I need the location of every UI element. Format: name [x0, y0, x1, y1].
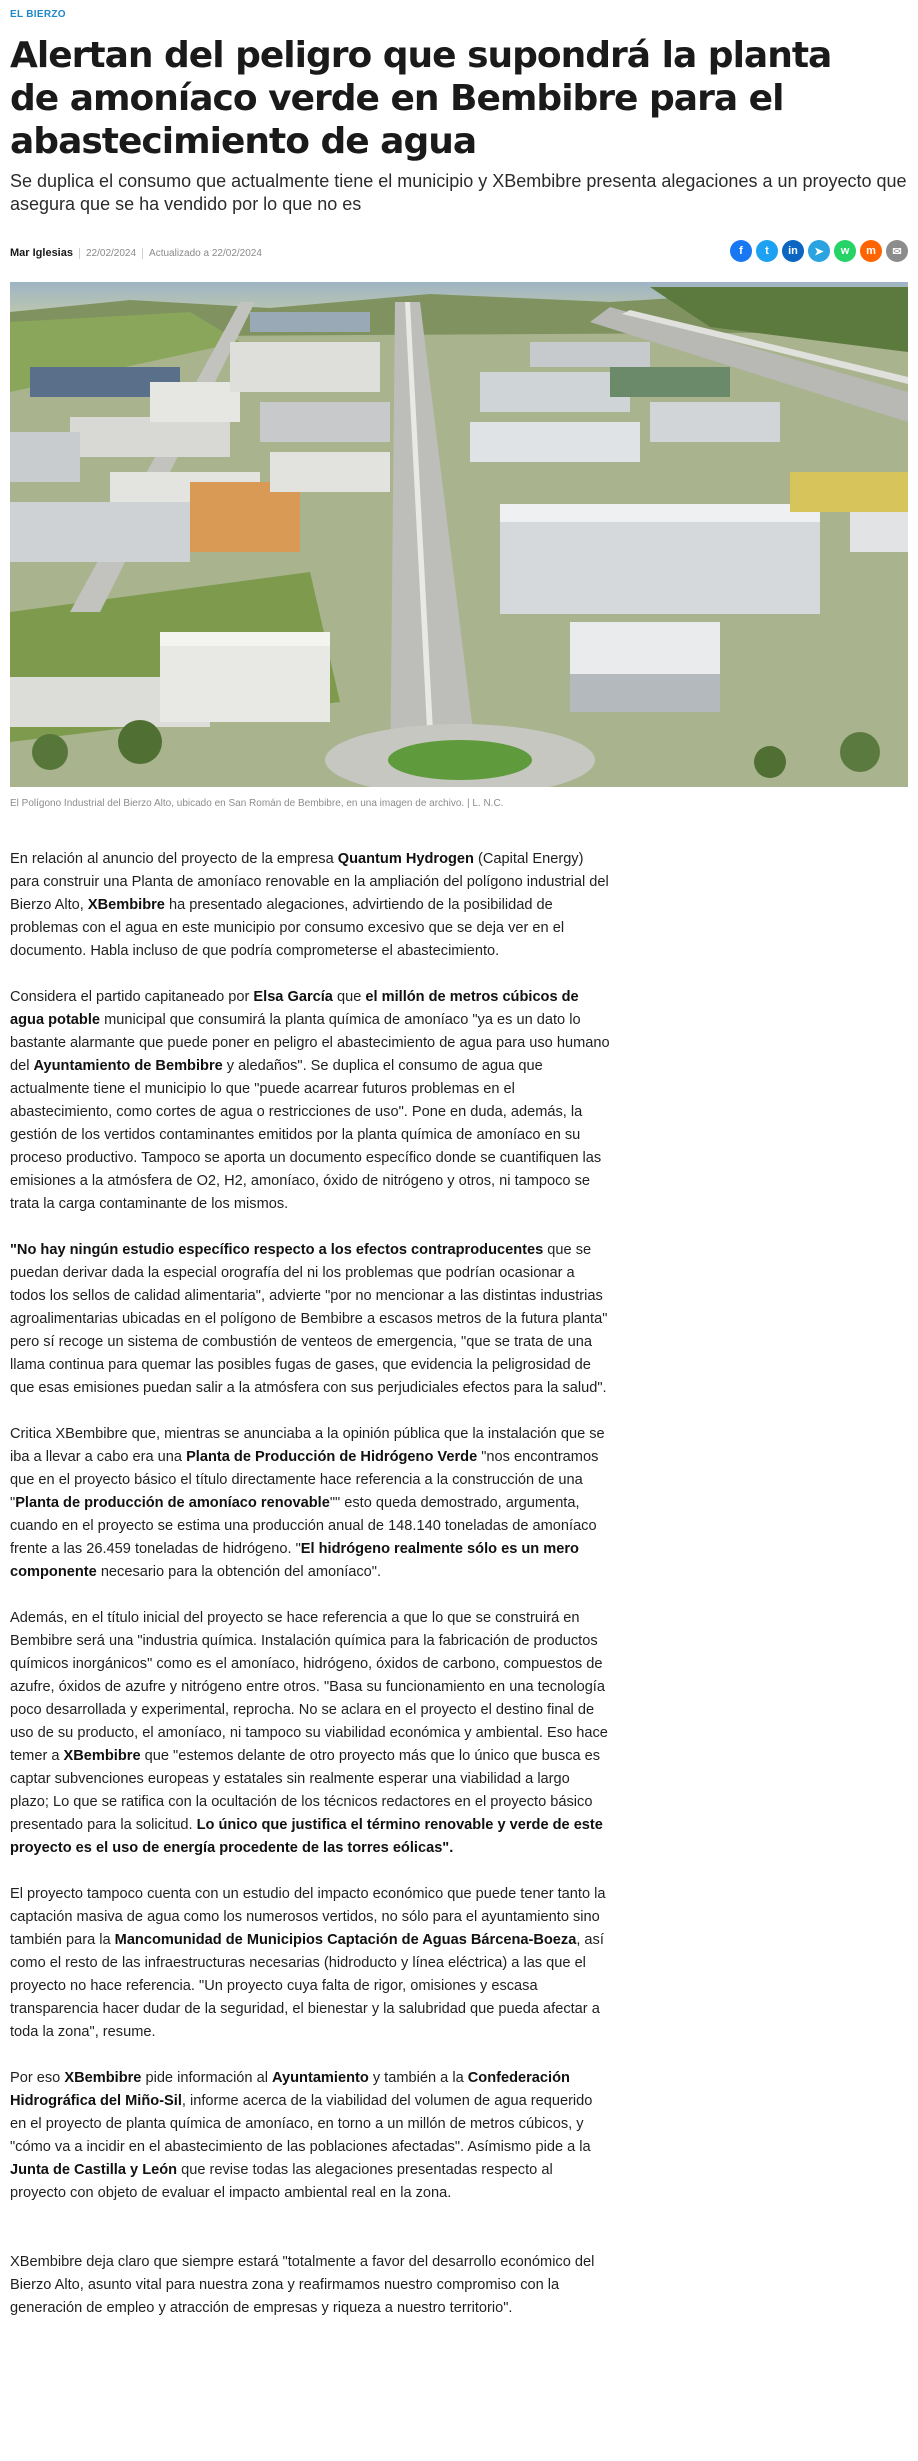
email-share-icon[interactable]: ✉: [886, 240, 908, 262]
text-run: que se puedan derivar dada la especial orografía del ni los problemas que podrían ocasionar a todos los sellos de calidad alimentaria", advierte "por no mencionar a las distintas industrias agroalimentarias ubicadas en el polígono de Bembibre a escasos metros de la futura planta" pero sí recoge un sistema de combustión de venteos de emergencia, "que se trata de una llama continua para quemar las posibles fugas de gases, que evidencia la peligrosidad de que esas emisiones puedan salir a la atmósfera con sus perjudiciales efectos para la salud".: [10, 1242, 608, 1396]
paragraph: [10, 2067, 610, 2205]
headline: Alertan del peligro que supondrá la planta de amoníaco verde en Bembibre para el abastecimiento de agua: [10, 35, 832, 162]
paragraph: [10, 848, 610, 963]
subtitle: Se duplica el consumo que actualmente tiene el municipio y XBembibre presenta alegaciones a un proyecto que asegura que se ha vendido por lo que no es: [10, 171, 907, 214]
text-run: que: [332, 989, 366, 1005]
bold-text: el millón de metros cúbicos de agua potable: [10, 989, 579, 1028]
text-run: y aledaños". Se duplica el consumo de agua que actualmente tiene el municipio lo que "puede acarrear futuros problemas en el abastecimiento, como cortes de agua o restricciones de uso". Pone en duda, además, la gestión de los vertidos contaminantes emitidos por la planta química de amoníaco en su proceso productivo. Tampoco se aporta un documento específico donde se cuantifiquen las emisiones a la atmósfera de O2, H2, amoníaco, óxido de nitrógeno y otros, ni tampoco se trata la carga contaminante de los mismos.: [10, 1058, 602, 1212]
updated-date: Actualizado a 22/02/2024: [149, 247, 262, 259]
paragraph: [10, 1239, 610, 1400]
divider: [142, 248, 143, 259]
bold-text: XBembibre: [63, 1748, 141, 1764]
bold-text: Ayuntamiento: [272, 2070, 369, 2086]
bold-text: Confederación Hidrográfica del Miño-Sil: [10, 2070, 570, 2109]
bold-text: Elsa García: [253, 989, 333, 1005]
text-run: En relación al anuncio del proyecto de la empresa: [10, 851, 338, 867]
bold-text: Planta de Producción de Hidrógeno Verde: [186, 1449, 478, 1465]
author-name[interactable]: Mar Iglesias: [10, 247, 73, 259]
text-run: XBembibre deja claro que siempre estará "totalmente a favor del desarrollo económico del Bierzo Alto, asunto vital para nuestra zona y reafirmamos nuestro compromiso con la generación de empleo y atracción de empresas y riqueza a nuestro territorio".: [10, 2254, 595, 2316]
text-run: , informe acerca de la viabilidad del volumen de agua requerido en el proyecto de planta química de amoníaco, en torno a un millón de metros cúbicos, y "cómo va a incidir en el abastecimiento de las poblaciones afectadas". Asímismo pide a la: [10, 2093, 593, 2155]
text-run: "nos encontramos que en el proyecto básico el título directamente hace referencia a la construcción de una ": [10, 1449, 599, 1511]
text-run: municipal que consumirá la planta química de amoníaco "ya es un dato lo bastante alarmante que puede poner en peligro el abastecimiento de agua para uso humano del: [10, 1012, 610, 1074]
bold-text: Quantum Hydrogen: [337, 851, 474, 867]
section-tag[interactable]: EL BIERZO: [10, 9, 66, 20]
text-run: (Capital Energy) para construir una Planta de amoníaco renovable en la ampliación del polígono industrial del Bierzo Alto,: [10, 851, 609, 913]
photo-caption: El Polígono Industrial del Bierzo Alto, ubicado en San Román de Bembibre, en una imagen de archivo. | L. N.C.: [10, 798, 504, 809]
whatsapp-share-icon[interactable]: w: [834, 240, 856, 262]
text-run: Además, en el título inicial del proyecto se hace referencia a que lo que se construirá en Bembibre será una "industria química. Instalación química para la fabricación de productos químicos inorgánicos" como es el amoníaco, hidrógeno, óxidos de carbono, compuestos de azufre, óxidos de azufre y nitrógeno entre otros. "Basa su funcionamiento en una tecnología poco desarrollada y experimental, reprocha. No se aclara en el proyecto el destino final de uso de su producto, el amoníaco, ni tampoco su viabilidad económica y ambiental. Eso hace temer a: [10, 1610, 608, 1764]
bold-text: Mancomunidad de Municipios Captación de Aguas Bárcena-Boeza: [114, 1932, 577, 1948]
bold-text: "No hay ningún estudio específico respecto a los efectos contraproducentes: [10, 1242, 544, 1258]
text-run: , así como el resto de las infraestructuras necesarias (hidroducto y línea eléctrica) a las que el proyecto no hace referencia. "Un proyecto cuya falta de rigor, omisiones y escasa transparencia hacer dudar de la seguridad, el bienestar y la salubridad que pueda afectar a toda la zona", resume.: [10, 1932, 604, 2040]
bold-text: XBembibre: [64, 2070, 142, 2086]
paragraph: [10, 1423, 610, 1584]
linkedin-share-icon[interactable]: in: [782, 240, 804, 262]
text-run: "" esto queda demostrado, argumenta, cuando en el proyecto se estima una producción anual de 148.140 toneladas de amoníaco frente a las 26.459 toneladas de hidrógeno. ": [10, 1495, 597, 1557]
publish-date: 22/02/2024: [85, 247, 137, 259]
text-run: Critica XBembibre que, mientras se anunciaba a la opinión pública que la instalación que se iba a llevar a cabo era una: [10, 1426, 605, 1465]
industrial-park-photo: [10, 282, 908, 787]
facebook-share-icon[interactable]: f: [730, 240, 752, 262]
paragraph: [10, 1607, 610, 1860]
bold-text: El hidrógeno realmente sólo es un mero componente: [10, 1541, 579, 1580]
bold-text: Junta de Castilla y León: [10, 2162, 178, 2178]
article-body: [10, 848, 610, 2343]
text-run: que revise todas las alegaciones presentadas respecto al proyecto con objeto de evaluar el impacto ambiental real en la zona.: [10, 2162, 553, 2201]
paragraph: [10, 1883, 610, 2044]
text-run: Por eso: [10, 2070, 65, 2086]
paragraph: [10, 2251, 610, 2320]
text-run: pide información al: [141, 2070, 273, 2086]
text-run: que "estemos delante de otro proyecto más que lo único que busca es captar subvenciones europeas y estatales sin realmente esperar una viabilidad a largo plazo; Lo que se ratifica con la ocultación de los técnicos redactores en el proyecto básico presentado para la solicitud.: [10, 1748, 601, 1833]
bold-text: Planta de producción de amoníaco renovable: [15, 1495, 330, 1511]
bold-text: XBembibre: [87, 897, 165, 913]
telegram-share-icon[interactable]: ➤: [808, 240, 830, 262]
meneame-share-icon[interactable]: m: [860, 240, 882, 262]
bold-text: Lo único que justifica el término renovable y verde de este proyecto es el uso de energía procedente de las torres eólicas".: [10, 1817, 603, 1856]
text-run: Considera el partido capitaneado por: [10, 989, 254, 1005]
divider: [79, 248, 80, 259]
text-run: y también a la: [368, 2070, 468, 2086]
text-run: ha presentado alegaciones, advirtiendo de la posibilidad de problemas con el agua en este municipio por consumo excesivo que se deja ver en el documento. Habla incluso de que podría comprometerse el abastecimiento.: [10, 897, 565, 959]
bold-text: Ayuntamiento de Bembibre: [33, 1058, 223, 1074]
text-run: El proyecto tampoco cuenta con un estudio del impacto económico que puede tener tanto la captación masiva de agua como los numerosos vertidos, no sólo para el ayuntamiento sino también para la: [10, 1886, 606, 1948]
twitter-share-icon[interactable]: t: [756, 240, 778, 262]
article-photo: [10, 282, 908, 787]
text-run: necesario para la obtención del amoníaco".: [96, 1564, 382, 1580]
paragraph: [10, 986, 610, 1216]
share-bar: [730, 240, 908, 262]
